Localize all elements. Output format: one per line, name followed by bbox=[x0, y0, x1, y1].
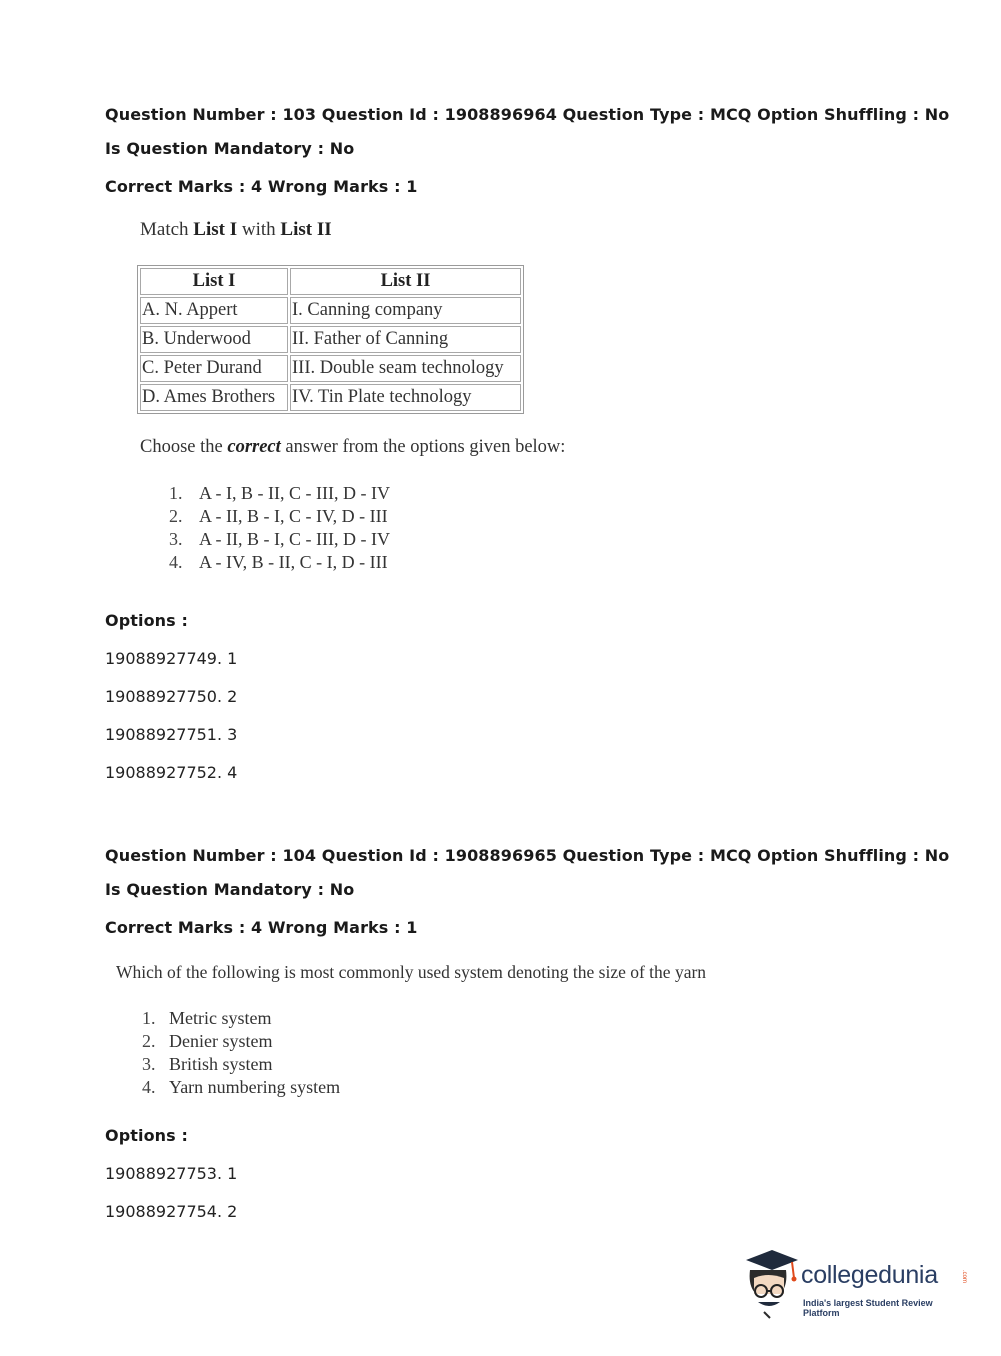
list-item: 2. A - II, B - I, C - IV, D - III bbox=[169, 506, 388, 526]
table-cell: C. Peter Durand bbox=[140, 355, 288, 382]
q103-option-2: 19088927750. 2 bbox=[105, 687, 238, 706]
list-item: 1. Metric system bbox=[142, 1008, 272, 1028]
table-cell: I. Canning company bbox=[290, 297, 521, 324]
q103-marks: Correct Marks : 4 Wrong Marks : 1 bbox=[105, 177, 418, 196]
table-cell: A. N. Appert bbox=[140, 297, 288, 324]
list-item: 4. Yarn numbering system bbox=[142, 1077, 341, 1097]
table-row bbox=[140, 297, 521, 324]
list-item: 4. A - IV, B - II, C - I, D - III bbox=[169, 552, 388, 572]
mascot-icon bbox=[740, 1248, 802, 1320]
q104-option-2: 19088927754. 2 bbox=[105, 1202, 238, 1221]
logo-tagline: India's largest Student Review Platform bbox=[803, 1298, 933, 1318]
table-row bbox=[140, 384, 521, 411]
table-row bbox=[140, 355, 521, 382]
list-item: 2. Denier system bbox=[142, 1031, 273, 1051]
list-item: 1. A - I, B - II, C - III, D - IV bbox=[169, 483, 390, 503]
q103-option-3: 19088927751. 3 bbox=[105, 725, 238, 744]
table-cell: II. Father of Canning bbox=[290, 326, 521, 353]
q103-choice-list bbox=[169, 482, 390, 574]
table-row bbox=[140, 326, 521, 353]
match-table bbox=[137, 265, 524, 414]
q104-options-label: Options : bbox=[105, 1126, 188, 1145]
table-cell: D. Ames Brothers bbox=[140, 384, 288, 411]
table-cell: B. Underwood bbox=[140, 326, 288, 353]
table-cell: IV. Tin Plate technology bbox=[290, 384, 521, 411]
list-item: 3. A - II, B - I, C - III, D - IV bbox=[169, 529, 390, 549]
q103-header: Question Number : 103 Question Id : 1908896964 Question Type : MCQ Option Shuffling : No bbox=[105, 105, 950, 124]
match-table-header-list1: List I bbox=[140, 268, 288, 295]
q103-options-label: Options : bbox=[105, 611, 188, 630]
q104-choice-list bbox=[142, 1007, 340, 1099]
q104-mandatory: Is Question Mandatory : No bbox=[105, 880, 355, 899]
q103-option-4: 19088927752. 4 bbox=[105, 763, 238, 782]
match-table-header-list2: List II bbox=[290, 268, 521, 295]
q103-prompt: Match List I with List II bbox=[140, 219, 332, 240]
q104-header: Question Number : 104 Question Id : 1908896965 Question Type : MCQ Option Shuffling : No bbox=[105, 846, 950, 865]
q103-instruction: Choose the correct answer from the options given below: bbox=[140, 437, 566, 457]
q104-question: Which of the following is most commonly used system denoting the size of the yarn bbox=[116, 962, 707, 982]
table-cell: III. Double seam technology bbox=[290, 355, 521, 382]
q104-option-1: 19088927753. 1 bbox=[105, 1164, 238, 1183]
collegedunia-logo[interactable] bbox=[740, 1248, 970, 1320]
q103-mandatory: Is Question Mandatory : No bbox=[105, 139, 355, 158]
q104-marks: Correct Marks : 4 Wrong Marks : 1 bbox=[105, 918, 418, 937]
list-item: 3. British system bbox=[142, 1054, 273, 1074]
logo-dot-com: .com bbox=[961, 1270, 967, 1284]
q103-option-1: 19088927749. 1 bbox=[105, 649, 238, 668]
logo-wordmark: collegedunia bbox=[801, 1261, 938, 1289]
